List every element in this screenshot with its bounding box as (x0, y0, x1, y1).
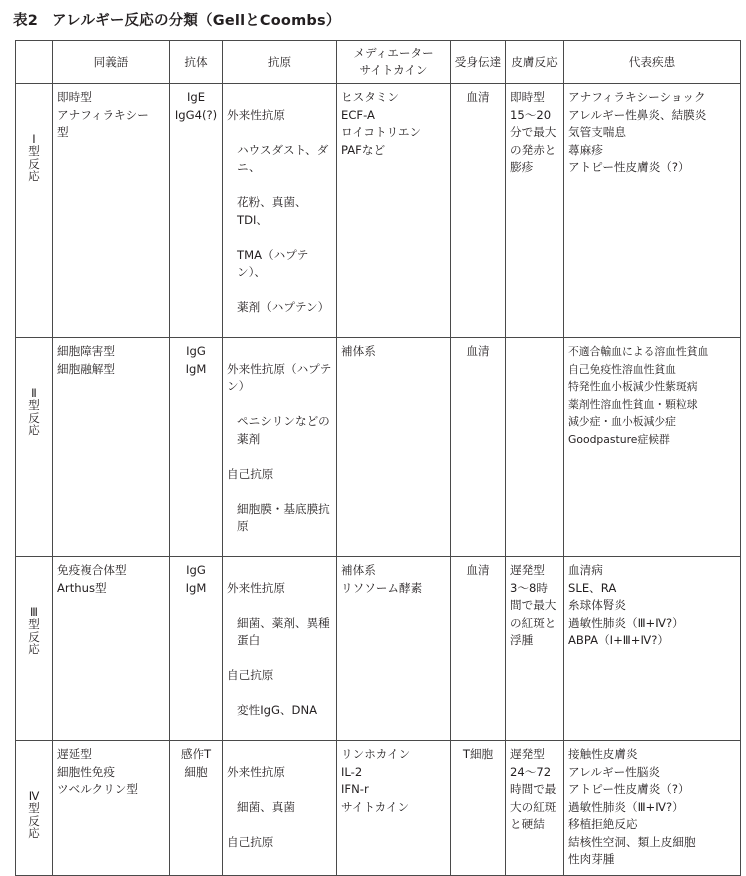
antigen-line: 自己抗原 (227, 668, 274, 682)
antigen-line: TMA（ハプテン）、 (237, 247, 309, 279)
skin-reaction-cell: 遅発型 24～72 時間で最 大の紅斑 と硬結 (506, 741, 564, 876)
diseases-cell: 血清病 SLE、RA 糸球体腎炎 過敏性肺炎（Ⅲ+Ⅳ?） ABPA（Ⅰ+Ⅲ+Ⅳ?） (564, 557, 741, 741)
type-cell (16, 338, 53, 557)
antibody-cell: 感作T 細胞 (170, 741, 223, 876)
header-antibody: 抗体 (170, 41, 223, 84)
skin-reaction-cell (506, 338, 564, 557)
antigen-line: 花粉、真菌、TDI、 (237, 195, 307, 227)
synonyms-cell: 細胞障害型 細胞融解型 (53, 338, 170, 557)
diseases-cell: 接触性皮膚炎 アレルギー性脳炎 アトピー性皮膚炎（?） 過敏性肺炎（Ⅲ+Ⅳ?） 移植拒絶反応 結核性空洞、類上皮細胞 性肉芽腫 (564, 741, 741, 876)
synonyms-cell: 免疫複合体型 Arthus型 (53, 557, 170, 741)
diseases-cell: 不適合輸血による溶血性貧血 自己免疫性溶血性貧血 特発性血小板減少性紫斑病 薬剤性溶血性貧血・顆粒球 減少症・血小板減少症 Goodpasture症候群 (564, 338, 741, 557)
antigen-cell (223, 557, 337, 741)
antigen-line: 外来性抗原 (227, 764, 285, 779)
antigen-line: 自己抗原 (227, 834, 274, 849)
type-label: Ⅳ 型 反 応 (28, 788, 40, 840)
type-cell (16, 741, 53, 876)
table-label: 表2 (13, 13, 38, 29)
table-row (16, 84, 741, 338)
diseases-cell: アナフィラキシーショック アレルギー性鼻炎、結膜炎 気管支喘息 蕁麻疹 アトピー性皮膚炎（?） (564, 84, 741, 338)
type-label: Ⅰ 型 反 応 (28, 131, 40, 183)
header-row (16, 41, 741, 84)
type-label: Ⅱ 型 反 応 (28, 385, 40, 437)
antibody-cell: IgG IgM (170, 557, 223, 741)
skin-reaction-cell: 遅発型 3～8時 間で最大 の紅斑と 浮腫 (506, 557, 564, 741)
antigen-line: 外来性抗原 (227, 107, 285, 122)
mediator-cell: 補体系 (337, 338, 451, 557)
header-diseases: 代表疾患 (564, 41, 741, 84)
antigen-line: 自己抗原 (227, 466, 274, 481)
mediator-cell: ヒスタミン ECF-A ロイコトリエン PAFなど (337, 84, 451, 338)
header-antigen: 抗原 (223, 41, 337, 84)
table-row (16, 338, 741, 557)
header-skin-reaction: 皮膚反応 (506, 41, 564, 84)
table-row (16, 741, 741, 876)
antigen-cell (223, 338, 337, 557)
header-synonyms: 同義語 (53, 41, 170, 84)
type-label: Ⅲ 型 反 応 (28, 604, 40, 656)
transmission-cell: 血清 (451, 338, 506, 557)
antigen-cell (223, 741, 337, 876)
type-cell (16, 557, 53, 741)
antigen-line: 細菌、薬剤、異種蛋白 (237, 615, 330, 647)
mediator-cell: 補体系 リソソーム酵素 (337, 557, 451, 741)
header-transmission: 受身伝達 (451, 41, 506, 84)
antigen-line: ハウスダスト、ダニ、 (237, 142, 329, 174)
table-title (13, 9, 341, 30)
antigen-line: 細菌、真菌 (237, 799, 295, 814)
transmission-cell: T細胞 (451, 741, 506, 876)
table-row (16, 557, 741, 741)
antigen-line: 細胞膜・基底膜抗原 (237, 501, 330, 533)
synonyms-cell: 即時型 アナフィラキシー 型 (53, 84, 170, 338)
table-title-text: アレルギー反応の分類（GellとCoombs） (52, 13, 341, 29)
header-mediator: メディエーター サイトカイン (337, 41, 451, 84)
skin-reaction-cell: 即時型 15～20 分で最大 の発赤と 膨疹 (506, 84, 564, 338)
antigen-line: ペニシリンなどの薬剤 (237, 414, 330, 446)
antigen-line: 変性IgG、DNA (237, 703, 318, 717)
allergy-classification-table (15, 40, 741, 876)
type-cell (16, 84, 53, 338)
antibody-cell: IgE IgG4(?) (170, 84, 223, 338)
antigen-cell (223, 84, 337, 338)
antigen-line: 外来性抗原（ハプテン） (227, 361, 332, 393)
transmission-cell: 血清 (451, 557, 506, 741)
synonyms-cell: 遅延型 細胞性免疫 ツベルクリン型 (53, 741, 170, 876)
antigen-line: 外来性抗原 (227, 580, 285, 595)
antibody-cell: IgG IgM (170, 338, 223, 557)
antigen-line: 薬剤（ハプテン） (237, 300, 330, 314)
transmission-cell: 血清 (451, 84, 506, 338)
mediator-cell: リンホカイン IL-2 IFN-r サイトカイン (337, 741, 451, 876)
header-type (16, 41, 53, 84)
